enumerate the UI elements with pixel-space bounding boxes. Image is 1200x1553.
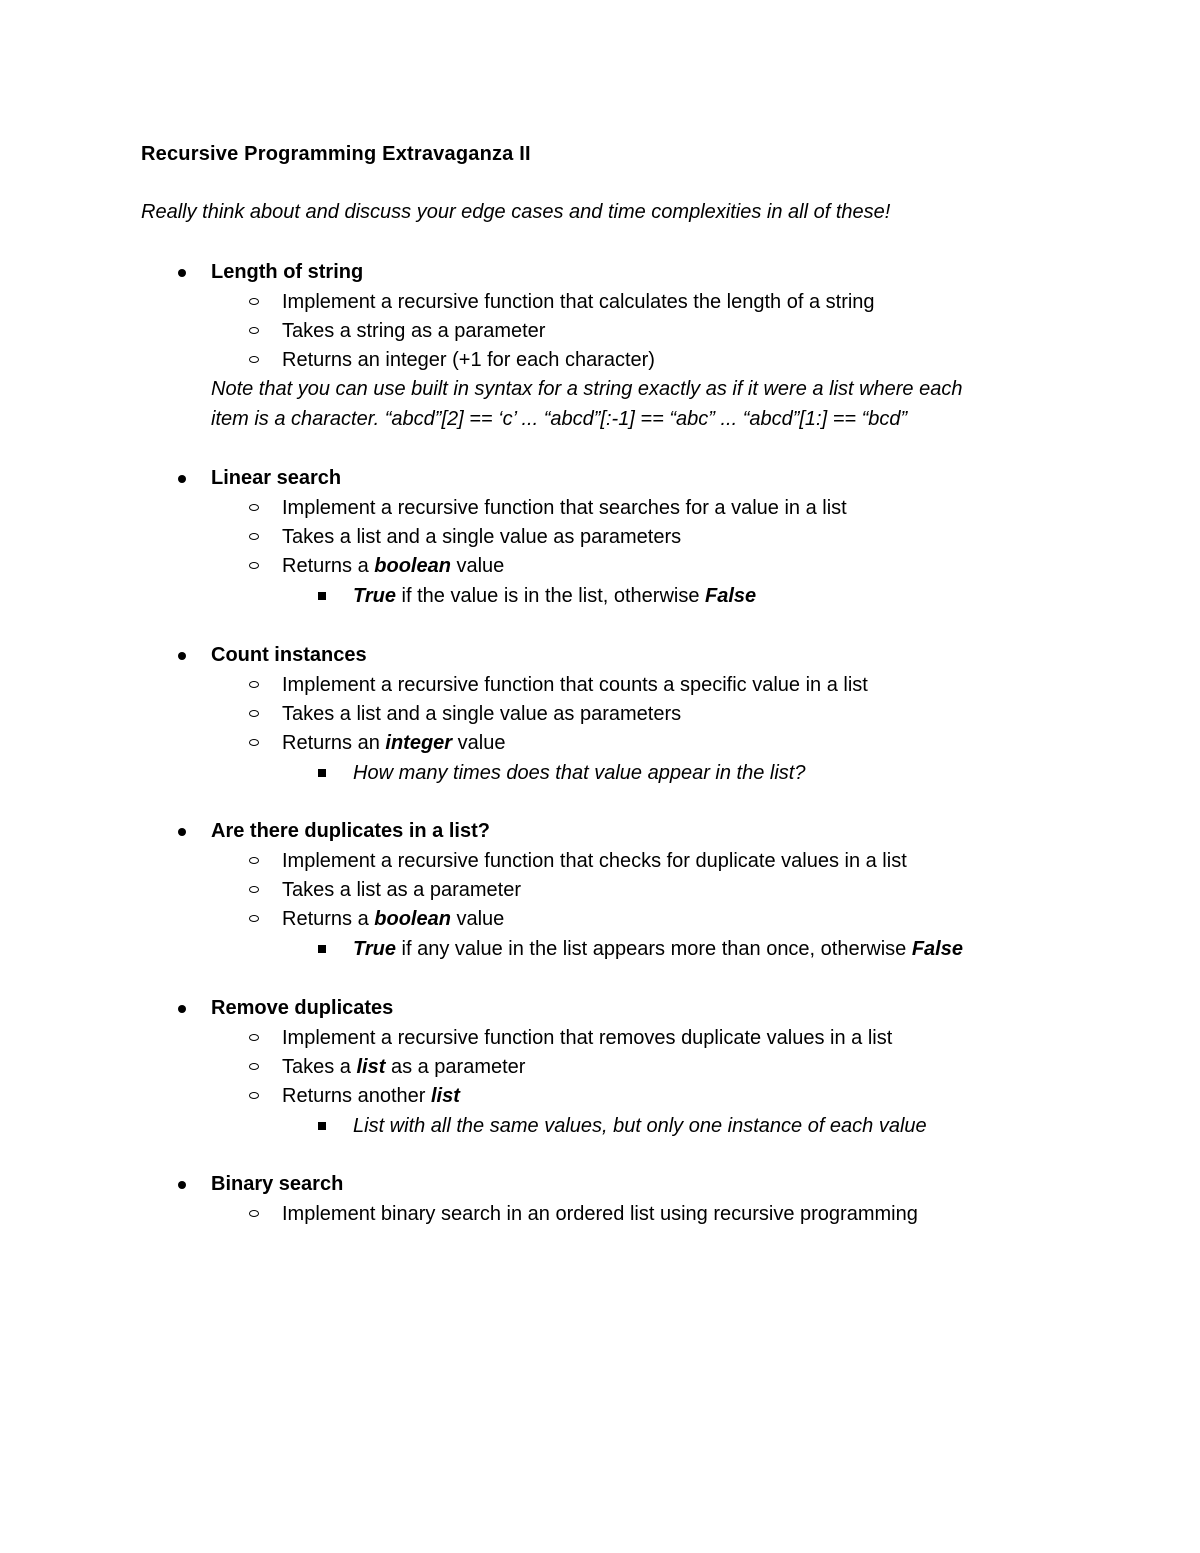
- sub-text: if the value is in the list, otherwise: [395, 585, 706, 607]
- bullet-circle: [249, 886, 259, 893]
- false-keyword: False: [705, 585, 757, 607]
- bullet-circle: [249, 681, 259, 688]
- list-item: Implement a recursive function that searches for a value in a list: [282, 497, 847, 519]
- returns-suffix: value: [450, 555, 505, 577]
- note-text: Note that you can use built in syntax for a string exactly as if it were a list where each: [211, 378, 963, 400]
- returns-prefix: Returns an: [282, 732, 386, 754]
- bullet-circle: [249, 1034, 259, 1041]
- section-heading: Remove duplicates: [211, 997, 394, 1019]
- section-heading: Length of string: [211, 261, 364, 283]
- list-item: [353, 937, 963, 961]
- true-keyword: True: [353, 938, 396, 960]
- list-item: Takes a string as a parameter: [282, 320, 546, 342]
- false-keyword: False: [911, 938, 963, 960]
- returns-suffix: value: [450, 908, 505, 930]
- bullet-square: [318, 592, 326, 600]
- list-item: [282, 731, 505, 755]
- bullet-disc: [178, 652, 186, 660]
- list-item: Implement a recursive function that calculates the length of a string: [282, 291, 875, 313]
- bullet-disc: [178, 1181, 186, 1189]
- takes-type: list: [356, 1056, 386, 1078]
- returns-type: integer: [385, 732, 453, 754]
- list-item: Takes a list as a parameter: [282, 879, 521, 901]
- returns-type: boolean: [374, 555, 451, 577]
- bullet-circle: [249, 327, 259, 334]
- bullet-circle: [249, 533, 259, 540]
- list-item: How many times does that value appear in the list?: [353, 762, 806, 784]
- list-item: Implement a recursive function that removes duplicate values in a list: [282, 1027, 893, 1049]
- bullet-circle: [249, 857, 259, 864]
- returns-type: boolean: [374, 908, 451, 930]
- sub-text: if any value in the list appears more than once, otherwise: [395, 938, 912, 960]
- bullet-disc: [178, 1005, 186, 1013]
- true-keyword: True: [353, 585, 396, 607]
- list-item: Implement a recursive function that counts a specific value in a list: [282, 674, 868, 696]
- returns-prefix: Returns another: [282, 1085, 431, 1107]
- bullet-circle: [249, 739, 259, 746]
- takes-prefix: Takes a: [282, 1056, 357, 1078]
- note-text: item is a character. “abcd”[2] == ‘c’ ... “abcd”[:-1] == “abc” ... “abcd”[1:] == “bcd”: [211, 408, 908, 430]
- section-heading: Linear search: [211, 467, 342, 489]
- bullet-circle: [249, 298, 259, 305]
- bullet-circle: [249, 504, 259, 511]
- bullet-square: [318, 1122, 326, 1130]
- intro-text: Really think about and discuss your edge cases and time complexities in all of these!: [141, 201, 891, 223]
- list-item: Implement binary search in an ordered list using recursive programming: [282, 1203, 918, 1225]
- list-item: [282, 1055, 525, 1079]
- section-heading: Count instances: [211, 644, 367, 666]
- returns-prefix: Returns a: [282, 555, 375, 577]
- bullet-disc: [178, 269, 186, 277]
- bullet-square: [318, 945, 326, 953]
- bullet-disc: [178, 475, 186, 483]
- section-heading: Binary search: [211, 1173, 344, 1195]
- bullet-circle: [249, 562, 259, 569]
- bullet-circle: [249, 356, 259, 363]
- bullet-square: [318, 769, 326, 777]
- returns-prefix: Returns a: [282, 908, 375, 930]
- bullet-circle: [249, 1092, 259, 1099]
- takes-suffix: as a parameter: [385, 1056, 526, 1078]
- list-item: [282, 554, 504, 578]
- returns-suffix: value: [452, 732, 506, 754]
- section-heading: Are there duplicates in a list?: [211, 820, 490, 842]
- list-item: [282, 907, 504, 931]
- list-item: Takes a list and a single value as parameters: [282, 526, 682, 548]
- returns-type: list: [430, 1085, 460, 1107]
- bullet-circle: [249, 710, 259, 717]
- bullet-circle: [249, 915, 259, 922]
- list-item: Takes a list and a single value as parameters: [282, 703, 682, 725]
- list-item: List with all the same values, but only one instance of each value: [353, 1115, 927, 1137]
- bullet-disc: [178, 828, 186, 836]
- bullet-circle: [249, 1210, 259, 1217]
- list-item: [353, 584, 756, 608]
- list-item: Implement a recursive function that checks for duplicate values in a list: [282, 850, 907, 872]
- list-item: Returns an integer (+1 for each character): [282, 349, 655, 371]
- bullet-circle: [249, 1063, 259, 1070]
- document-title: Recursive Programming Extravaganza II: [141, 143, 531, 165]
- list-item: [282, 1084, 460, 1108]
